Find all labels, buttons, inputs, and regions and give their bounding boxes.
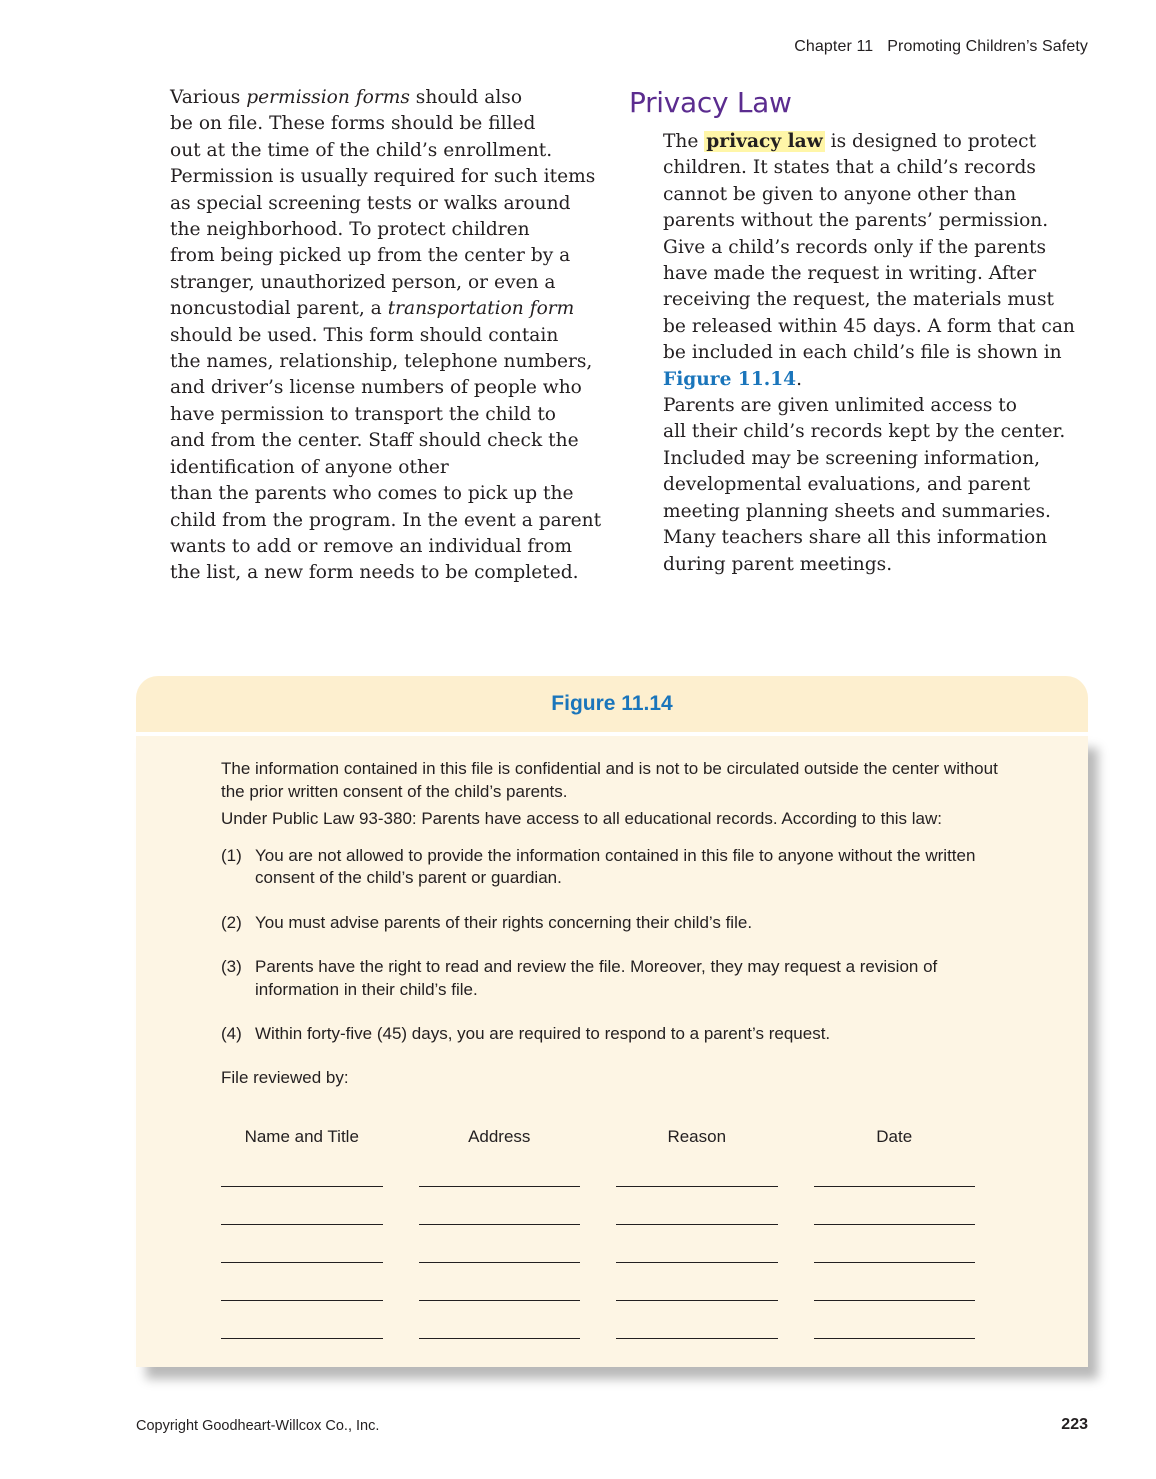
text-line xyxy=(629,446,1059,472)
signature-blank-line xyxy=(221,1261,383,1263)
confidentiality-form xyxy=(136,736,1088,1367)
permission-forms-paragraph xyxy=(136,85,602,587)
text-run: all their child’s records kept by the center. xyxy=(663,421,1066,443)
signature-rows xyxy=(221,1149,1011,1339)
text-run: stranger, unauthorized person, or even a xyxy=(170,271,556,293)
text-line xyxy=(629,129,1059,155)
text-line xyxy=(136,111,576,137)
column-header-date: Date xyxy=(876,1127,913,1146)
text-line xyxy=(629,155,1059,181)
text-run: identification of anyone other xyxy=(170,456,449,478)
text-run: the neighborhood. To protect children xyxy=(170,219,530,241)
text-run: be on file. These forms should be filled xyxy=(170,113,536,135)
confidentiality-notice: The information contained in this file is confidential and is not to be circulated outside the center without the prior written consent of the child’s parents. xyxy=(221,759,998,801)
signature-blank-line xyxy=(221,1223,383,1225)
left-column xyxy=(136,85,602,587)
chapter-title: Promoting Children’s Safety xyxy=(887,38,1088,55)
signature-blank-line xyxy=(221,1185,383,1187)
text-line xyxy=(629,208,1059,234)
figure-reference-link[interactable]: Figure 11.14 xyxy=(663,368,797,390)
signature-blank-line xyxy=(221,1299,383,1301)
text-line xyxy=(136,191,576,217)
text-line xyxy=(136,481,576,507)
text-run: and driver’s license numbers of people who xyxy=(170,377,582,399)
text-line xyxy=(629,419,1066,445)
text-run: receiving the request, the materials must xyxy=(663,289,1054,311)
text-line xyxy=(629,261,1059,287)
rule-text: You are not allowed to provide the information contained in this file to anyone without the written consent of the child’s parent or guardian. xyxy=(255,845,976,887)
text-run: during parent meetings. xyxy=(663,553,893,575)
text-line xyxy=(136,85,576,111)
rule-item xyxy=(221,956,1011,1001)
chapter-number: Chapter 11 xyxy=(794,38,874,55)
rule-item xyxy=(221,1023,1011,1046)
signature-blank-line xyxy=(419,1261,581,1263)
text-run: the names, relationship, telephone numbers, xyxy=(170,351,593,373)
rule-text: You must advise parents of their rights concerning their child’s file. xyxy=(255,912,753,932)
signature-blank-line xyxy=(419,1223,581,1225)
text-run: Parents are given unlimited access to xyxy=(663,395,1017,417)
text-line xyxy=(629,182,1059,208)
signature-blank-line xyxy=(616,1337,778,1339)
text-line xyxy=(629,499,1059,525)
signature-blank-line xyxy=(616,1299,778,1301)
figure-title: Figure 11.14 xyxy=(551,692,673,715)
key-term-privacy-law[interactable]: privacy law xyxy=(706,131,823,152)
text-run: child from the program. In the event a parent xyxy=(170,509,602,531)
text-line xyxy=(136,375,582,401)
signature-row xyxy=(221,1263,1011,1301)
public-law-intro: Under Public Law 93-380: Parents have access to all educational records. According to this law: xyxy=(221,809,943,828)
text-run: as special screening tests or walks around xyxy=(170,192,571,214)
text-run: Various xyxy=(170,87,247,108)
text-run: and from the center. Staff should check the xyxy=(170,430,579,452)
column-header-reason: Reason xyxy=(667,1127,727,1146)
text-line xyxy=(136,296,576,322)
text-run: have made the request in writing. After xyxy=(663,263,1037,285)
text-line xyxy=(136,243,576,269)
privacy-law-paragraph-1 xyxy=(629,129,1075,393)
text-line xyxy=(136,270,576,296)
signature-blank-line xyxy=(616,1223,778,1225)
text-line xyxy=(136,508,602,534)
text-line xyxy=(136,138,576,164)
signature-row xyxy=(221,1187,1011,1225)
copyright-notice: Copyright Goodheart-Willcox Co., Inc. xyxy=(136,1418,380,1434)
signature-blank-line xyxy=(814,1261,976,1263)
text-run: wants to add or remove an individual from xyxy=(170,535,573,557)
signature-blank-line xyxy=(814,1185,976,1187)
text-line xyxy=(136,560,579,586)
text-line xyxy=(629,235,1059,261)
signature-blank-line xyxy=(419,1337,581,1339)
text-line xyxy=(136,428,579,454)
text-run: is designed to protect xyxy=(824,131,1037,152)
text-line xyxy=(136,402,576,428)
signature-blank-line xyxy=(221,1337,383,1339)
figure-11-14 xyxy=(136,676,1088,1367)
text-run: the list, a new form needs to be completed. xyxy=(170,562,579,584)
text-line xyxy=(136,217,576,243)
text-run: have permission to transport the child to xyxy=(170,403,556,425)
text-run: Many teachers share all this information xyxy=(663,527,1048,549)
text-run: Included may be screening information, xyxy=(663,447,1040,469)
text-line xyxy=(629,552,1059,578)
signature-row xyxy=(221,1225,1011,1263)
text-line xyxy=(136,323,576,349)
text-line xyxy=(136,164,596,190)
rule-text: Within forty-five (45) days, you are required to respond to a parent’s request. xyxy=(255,1024,831,1043)
text-run: meeting planning sheets and summaries. xyxy=(663,500,1051,522)
text-line xyxy=(629,287,1059,313)
text-run: out at the time of the child’s enrollment. xyxy=(170,139,553,161)
page-number: 223 xyxy=(1061,1416,1088,1433)
signature-blank-line xyxy=(814,1299,976,1301)
text-run: be included in each child’s file is shown in xyxy=(663,342,1062,364)
signature-blank-line xyxy=(419,1185,581,1187)
text-line xyxy=(629,472,1059,498)
signature-blank-line xyxy=(419,1299,581,1301)
italic-term: permission forms xyxy=(246,87,410,108)
text-line xyxy=(629,525,1059,551)
signature-row xyxy=(221,1301,1011,1339)
rule-number: (1) xyxy=(221,845,242,865)
text-run: cannot be given to anyone other than xyxy=(663,183,1017,205)
running-head xyxy=(794,38,1088,56)
text-line xyxy=(136,534,576,560)
file-reviewed-label: File reviewed by: xyxy=(221,1067,349,1087)
text-line xyxy=(136,349,593,375)
rule-item xyxy=(221,845,1011,890)
figure-header xyxy=(136,676,1088,732)
text-line xyxy=(136,455,576,481)
text-run: should be used. This form should contain xyxy=(170,324,559,346)
privacy-law-paragraph-2 xyxy=(629,393,1066,578)
rule-item xyxy=(221,912,1011,935)
text-line xyxy=(629,314,1075,340)
rule-number: (3) xyxy=(221,957,242,976)
right-column xyxy=(629,85,1075,578)
text-run: from being picked up from the center by a xyxy=(170,245,571,267)
text-run: Give a child’s records only if the parents xyxy=(663,236,1047,258)
text-run: parents without the parents’ permission. xyxy=(663,210,1049,232)
signature-blank-line xyxy=(814,1223,976,1225)
text-run: should also xyxy=(409,87,523,108)
italic-term: transportation form xyxy=(387,298,575,320)
text-line xyxy=(629,367,1059,393)
text-line xyxy=(629,340,1062,366)
rule-number: (2) xyxy=(221,912,242,932)
column-header-address: Address xyxy=(468,1127,531,1146)
rule-text: Parents have the right to read and review the file. Moreover, they may request a revision of information in their child’s file. xyxy=(255,957,938,999)
text-run: children. It states that a child’s records xyxy=(663,157,1036,179)
section-heading-privacy-law: Privacy Law xyxy=(629,86,792,119)
text-run: Permission is usually required for such items xyxy=(170,166,596,188)
signature-blank-line xyxy=(814,1337,976,1339)
text-run: noncustodial parent, a xyxy=(170,298,388,320)
text-run: The xyxy=(663,131,705,152)
signature-table-headers xyxy=(221,1126,1011,1149)
column-header-name-title: Name and Title xyxy=(244,1127,359,1146)
signature-blank-line xyxy=(616,1185,778,1187)
text-line xyxy=(629,393,1059,419)
review-signature-table xyxy=(221,1126,1011,1339)
signature-blank-line xyxy=(616,1261,778,1263)
signature-row xyxy=(221,1149,1011,1187)
rule-number: (4) xyxy=(221,1024,242,1043)
text-run: be released within 45 days. A form that can xyxy=(663,315,1075,337)
text-run: than the parents who comes to pick up the xyxy=(170,483,574,505)
text-run: . xyxy=(796,368,803,390)
text-run: developmental evaluations, and parent xyxy=(663,474,1031,496)
rules-list xyxy=(221,845,1011,1046)
